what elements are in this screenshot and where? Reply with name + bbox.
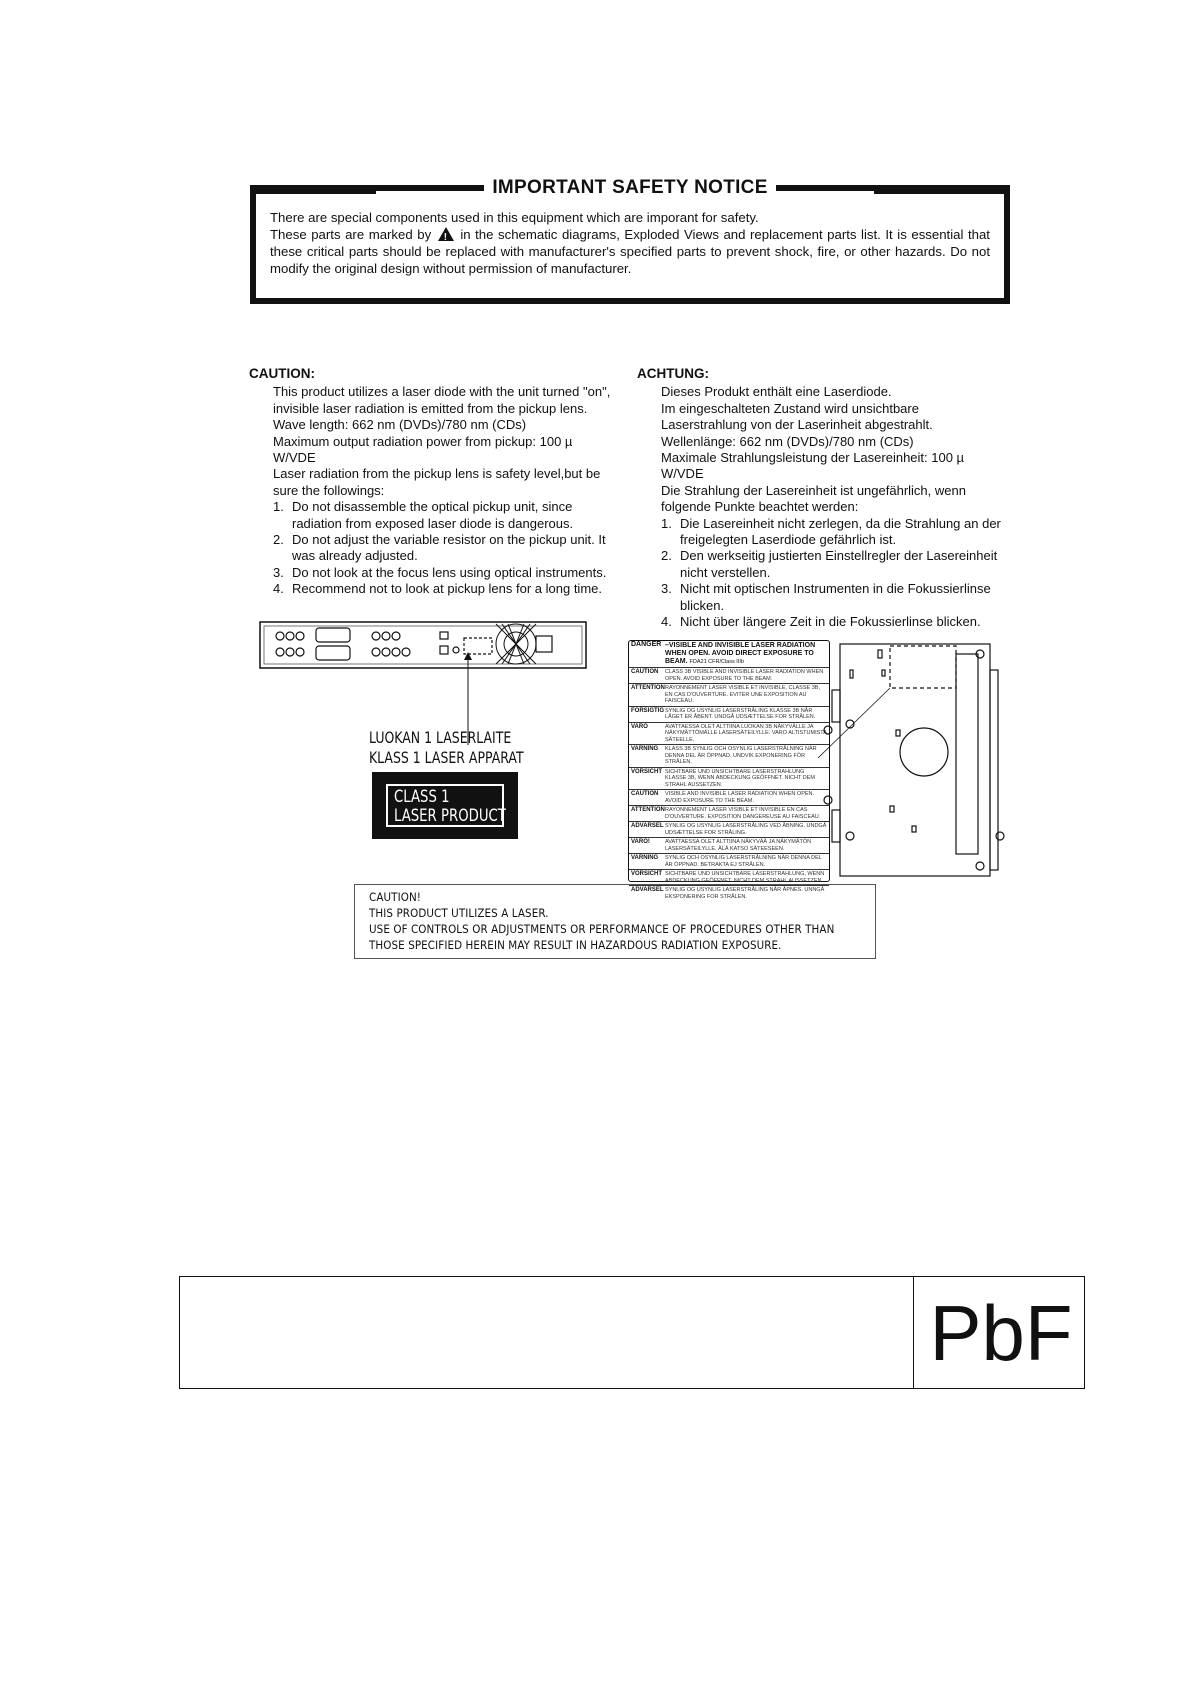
caution-line: Wave length: 662 nm (DVDs)/780 nm (CDs): [273, 417, 527, 433]
danger-row: DANGER –VISIBLE AND INVISIBLE LASER RADIATION WHEN OPEN. AVOID DIRECT EXPOSURE TO BEAM. FDA21 CFR/Class IIIb: [629, 641, 829, 668]
safety-notice-line2: These parts are marked by ! in the schematic diagrams, Exploded Views and replacement parts list. It is essential that these critical parts should be replaced with manufacturer's specified parts to prevent shock, fire, or other hazards. Do not modify the original design without permission of manufacturer.: [270, 226, 990, 277]
achtung-column: [637, 366, 1002, 631]
class1-line1: CLASS 1: [394, 787, 450, 807]
caution-body: [249, 384, 619, 597]
warning-row: VARNING SYNLIG OCH OSYNLIG LASERSTRÅLNING NÄR DENNA DEL ÄR ÖPPNAD. BETRAKTA EJ STRÅLEN.: [629, 854, 829, 870]
multilingual-warning-label: [628, 640, 830, 900]
achtung-line: Maximale Strahlungsleistung der Lasereinheit: 100 µ: [661, 450, 965, 466]
caution-box-line3: USE OF CONTROLS OR ADJUSTMENTS OR PERFORMANCE OF PROCEDURES OTHER THAN: [369, 922, 835, 936]
lead-free-box: [179, 1276, 1085, 1389]
achtung-list: [661, 516, 1002, 631]
achtung-line: Laserstrahlung von der Laserinheit abgestrahlt.: [661, 417, 933, 433]
warning-row: VARNING KLASS 3B SYNLIG OCH OSYNLIG LASERSTRÅLNING NÄR DENNA DEL ÄR ÖPPNAD. UNDVIK EXPONERING FÖR STRÅLEN.: [629, 745, 829, 768]
safety-notice-title-bar: [256, 177, 1004, 203]
class1-line2: LASER PRODUCT: [394, 806, 506, 826]
pbf-mark: PbF: [929, 1289, 1073, 1377]
achtung-line: Wellenlänge: 662 nm (DVDs)/780 nm (CDs): [661, 433, 914, 449]
caution-box-line4: THOSE SPECIFIED HEREIN MAY RESULT IN HAZARDOUS RADIATION EXPOSURE.: [369, 938, 782, 952]
achtung-line: Im eingeschalteten Zustand wird unsichtbare: [661, 400, 919, 416]
achtung-item: 4. Nicht über längere Zeit in die Fokussierlinse blicken.: [661, 614, 981, 630]
achtung-line: Die Strahlung der Lasereinheit ist ungefährlich, wenn: [661, 482, 966, 498]
warning-row: ADVARSEL SYNLIG OG USYNLIG LASERSTRÅLING VED ÅBNING. UNDGÅ UDSÆTTELSE FOR STRÅLING.: [629, 822, 829, 838]
warning-row: ATTENTION RAYONNEMENT LASER VISIBLE ET INVISIBLE EN CAS D'OUVERTURE. EXPOSITION DANGEREUSE AU FAISCEAU.: [629, 806, 829, 822]
caution-item: 2. Do not adjust the variable resistor on the pickup unit. It was already adjusted.: [273, 532, 606, 564]
safety-notice-body: [270, 209, 990, 277]
caution-list: [273, 499, 619, 597]
achtung-heading: ACHTUNG:: [637, 366, 709, 381]
caution-box-line2: THIS PRODUCT UTILIZES A LASER.: [369, 906, 549, 920]
caution-item: 4. Recommend not to look at pickup lens for a long time.: [273, 581, 602, 597]
caution-column: [249, 366, 619, 598]
warning-row: CAUTION CLASS 3B VISIBLE AND INVISIBLE LASER RADIATION WHEN OPEN. AVOID EXPOSURE TO THE BEAM.: [629, 668, 829, 684]
warning-row: FORSIGTIG SYNLIG OG USYNLIG LASERSTRÅLING KLASSE 3B NÅR LÅGET ER ÅBENT. UNDGÅ UDSÆTTELSE FOR STRÅLEN.: [629, 707, 829, 723]
title-rule-right: [874, 187, 1004, 194]
achtung-item: 2. Den werkseitig justierten Einstellregler der Lasereinheit nicht verstellen.: [661, 548, 998, 580]
safety-notice-line1: There are special components used in this equipment which are imporant for safety.: [270, 210, 759, 225]
warning-row: CAUTION VISIBLE AND INVISIBLE LASER RADIATION WHEN OPEN. AVOID EXPOSURE TO THE BEAM.: [629, 790, 829, 806]
achtung-line: W/VDE: [661, 466, 704, 482]
caution-line: This product utilizes a laser diode with the unit turned "on",: [273, 384, 611, 400]
caution-box-line1: CAUTION!: [369, 890, 422, 904]
klass-label: KLASS 1 LASER APPARAT: [369, 748, 524, 767]
caution-line: invisible laser radiation is emitted from the pickup lens.: [273, 400, 588, 416]
warning-row: ATTENTION RAYONNEMENT LASER VISIBLE ET INVISIBLE, CLASSE 3B, EN CAS D'OUVERTURE. EVITER UNE EXPOSITION AU FAISCEAU.: [629, 684, 829, 707]
warning-row: VARO! AVATTAESSA OLET ALTTIINA NÄKYVÄÄ JA NÄKYMÄTÖN LASERSÄTEILYLLE. ÄLÄ KATSO SÄTEESEEN.: [629, 838, 829, 854]
achtung-line: folgende Punkte beachtet werden:: [661, 499, 859, 515]
luokan-label: LUOKAN 1 LASERLAITE: [369, 728, 512, 747]
caution-heading: CAUTION:: [249, 366, 315, 381]
warning-row: VARO AVATTAESSA OLET ALTTIINA LUOKAN 3B NÄKYVÄLLE JA NÄKYMÄTTÖMÄLLE LASERSÄTEILYLLE. VARO ALTISTUMISTA SÄTEELLE.: [629, 723, 829, 746]
achtung-item: 1. Die Lasereinheit nicht zerlegen, da die Strahlung an der freigelegten Laserdiode gefährlich ist.: [661, 515, 1001, 548]
caution-item: 1. Do not disassemble the optical pickup unit, since radiation from exposed laser diode is dangerous.: [273, 499, 574, 531]
caution-item: 3. Do not look at the focus lens using optical instruments.: [273, 564, 607, 580]
warning-row: VORSICHT SICHTBARE UND UNSICHTBARE LASERSTRAHLUNG, WENN ABDECKUNG GEÖFFNET. NICHT DEM STRAHL AUSSETZEN.: [629, 870, 829, 886]
caution-laser-box: [354, 884, 876, 959]
achtung-body: [637, 384, 1002, 630]
caution-line: Maximum output radiation power from pickup: 100 µ: [273, 433, 573, 449]
safety-notice-box: [250, 177, 1010, 304]
caution-line: sure the followings:: [273, 482, 385, 498]
laser-apparatus-labels: [369, 728, 567, 768]
warning-row: VORSICHT SICHTBARE UND UNSICHTBARE LASERSTRAHLUNG KLASSE 3B, WENN ABDECKUNG GEÖFFNET. NICHT DEM STRAHL AUSSETZEN.: [629, 768, 829, 791]
warning-triangle-icon: [438, 227, 454, 241]
class1-laser-label: [372, 772, 518, 839]
achtung-line: Dieses Produkt enthält eine Laserdiode.: [661, 384, 892, 400]
drive-top-view-illustration: [818, 640, 1008, 880]
warning-row: ADVARSEL SYNLIG OG USYNLIG LASERSTRÅLING NÅR ÅPNES. UNNGÅ EKSPONERING FOR STRÅLEN.: [631, 887, 825, 900]
safety-notice-title: IMPORTANT SAFETY NOTICE: [484, 177, 775, 199]
caution-line: Laser radiation from the pickup lens is safety level,but be: [273, 466, 601, 482]
box-divider: [913, 1277, 914, 1388]
title-rule-left: [256, 187, 376, 194]
achtung-item: 3. Nicht mit optischen Instrumenten in die Fokussierlinse blicken.: [661, 581, 991, 613]
caution-line: W/VDE: [273, 450, 316, 466]
